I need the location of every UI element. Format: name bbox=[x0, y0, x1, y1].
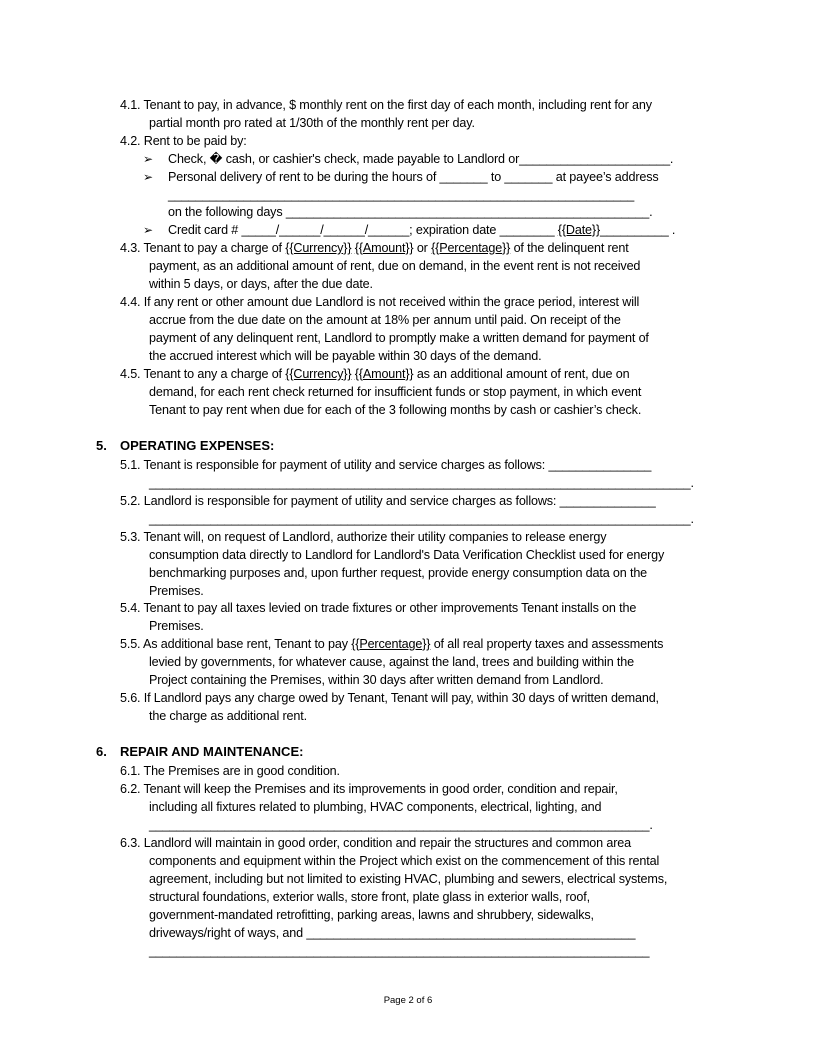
clause-5-1-line1: 5.1. Tenant is responsible for payment of utility and service charges as follows: _______________ bbox=[120, 458, 652, 472]
clause-5-3-line1: 5.3. Tenant will, on request of Landlord, authorize their utility companies to release energy bbox=[120, 530, 607, 544]
clause-5-1-line2: _______________________________________________________________________________. bbox=[149, 476, 694, 490]
clause-4-3-line2: payment, as an additional amount of rent, due on demand, in the event rent is not received bbox=[149, 259, 641, 273]
page-footer: Page 2 of 6 bbox=[383, 995, 433, 1006]
bullet-arrow-icon: ➢ bbox=[143, 170, 154, 184]
section-6-number: 6. bbox=[96, 744, 107, 759]
date-placeholder: {{Date}} bbox=[557, 223, 601, 237]
clause-6-3-line1: 6.3. Landlord will maintain in good order, condition and repair the structures and common area bbox=[120, 836, 631, 850]
clause-6-3-line6: driveways/right of ways, and ________________________________________________ bbox=[149, 926, 636, 940]
clause-6-3-line4: structural foundations, exterior walls, store front, plate glass in exterior walls, roof, bbox=[149, 890, 590, 904]
clause-text: 4.5. Tenant to any a charge of bbox=[120, 367, 286, 381]
clause-4-2-line1: 4.2. Rent to be paid by: bbox=[120, 134, 247, 148]
clause-4-3-line1 bbox=[120, 239, 629, 257]
clause-4-4-line2: accrue from the due date on the amount at 18% per annum until paid. On receipt of the bbox=[149, 313, 621, 327]
clause-5-5-line2: levied by governments, for whatever cause, against the land, trees and building within the bbox=[149, 655, 634, 669]
bullet-arrow-icon: ➢ bbox=[143, 152, 154, 166]
clause-6-3-line7: _________________________________________________________________________ bbox=[149, 944, 650, 958]
clause-5-5-line3: Project containing the Premises, within 30 days after written demand from Landlord. bbox=[149, 673, 604, 687]
clause-6-2-line3: _________________________________________________________________________. bbox=[149, 818, 653, 832]
clause-text: of all real property taxes and assessments bbox=[430, 637, 664, 651]
percentage-placeholder: {{Percentage}} bbox=[351, 637, 431, 651]
clause-6-1-line1: 6.1. The Premises are in good condition. bbox=[120, 764, 340, 778]
clause-5-5-line1 bbox=[120, 635, 663, 653]
clause-5-3-line2: consumption data directly to Landlord for Landlord's Data Verification Checklist used for energy bbox=[149, 548, 665, 562]
amount-placeholder: {{Amount}} bbox=[354, 367, 414, 381]
clause-4-3-line3: within 5 days, or days, after the due date. bbox=[149, 277, 373, 291]
clause-4-1-line1: 4.1. Tenant to pay, in advance, $ monthly rent on the first day of each month, including rent for any bbox=[120, 98, 652, 112]
section-5-number: 5. bbox=[96, 438, 107, 453]
clause-6-3-line5: government-mandated retrofitting, parking areas, lawns and shrubbery, sidewalks, bbox=[149, 908, 594, 922]
clause-5-4-line2: Premises. bbox=[149, 619, 204, 633]
clause-4-5-line1 bbox=[120, 365, 629, 383]
clause-text: or bbox=[413, 241, 432, 255]
clause-5-4-line1: 5.4. Tenant to pay all taxes levied on trade fixtures or other improvements Tenant installs on the bbox=[120, 601, 637, 615]
payment-option-check: Check, � cash, or cashier's check, made payable to Landlord or______________________. bbox=[168, 152, 674, 166]
credit-card-text: Credit card # _____/______/______/______; expiration date ________ bbox=[168, 223, 558, 237]
currency-placeholder: {{Currency}} bbox=[285, 241, 352, 255]
payment-option-personal-delivery: Personal delivery of rent to be during the hours of _______ to _______ at payee’s address bbox=[168, 170, 659, 184]
clause-4-5-line3: Tenant to pay rent when due for each of the 3 following months by cash or cashier’s check. bbox=[149, 403, 642, 417]
clause-4-1-line2: partial month pro rated at 1/30th of the monthly rent per day. bbox=[149, 116, 475, 130]
address-blank: ____________________________________________________________________ bbox=[168, 188, 635, 202]
credit-card-tail: __________ . bbox=[600, 223, 676, 237]
clause-5-2-line1: 5.2. Landlord is responsible for payment of utility and service charges as follows: ______________ bbox=[120, 494, 656, 508]
clause-6-3-line3: agreement, including but not limited to existing HVAC, plumbing and sewers, electrical systems, bbox=[149, 872, 668, 886]
clause-4-4-line1: 4.4. If any rent or other amount due Landlord is not received within the grace period, interest will bbox=[120, 295, 640, 309]
payment-option-credit-card bbox=[168, 221, 675, 239]
amount-placeholder: {{Amount}} bbox=[354, 241, 414, 255]
clause-text: 5.5. As additional base rent, Tenant to pay bbox=[120, 637, 352, 651]
percentage-placeholder: {{Percentage}} bbox=[431, 241, 511, 255]
clause-5-3-line4: Premises. bbox=[149, 584, 204, 598]
clause-6-3-line2: components and equipment within the Project which exist on the commencement of this rental bbox=[149, 854, 660, 868]
following-days: on the following days _____________________________________________________. bbox=[168, 205, 653, 219]
bullet-arrow-icon: ➢ bbox=[143, 223, 154, 237]
clause-6-2-line1: 6.2. Tenant will keep the Premises and its improvements in good order, condition and repair, bbox=[120, 782, 618, 796]
clause-text: 4.3. Tenant to pay a charge of bbox=[120, 241, 286, 255]
clause-4-4-line3: payment of any delinquent rent, Landlord to promptly make a written demand for payment of bbox=[149, 331, 649, 345]
clause-4-5-line2: demand, for each rent check returned for insufficient funds or stop payment, in which event bbox=[149, 385, 642, 399]
clause-5-3-line3: benchmarking purposes and, upon further request, provide energy consumption data on the bbox=[149, 566, 648, 580]
clause-5-6-line1: 5.6. If Landlord pays any charge owed by Tenant, Tenant will pay, within 30 days of written demand, bbox=[120, 691, 659, 705]
clause-4-4-line4: the accrued interest which will be payable within 30 days of the demand. bbox=[149, 349, 542, 363]
clause-text: of the delinquent rent bbox=[510, 241, 629, 255]
clause-text: as an additional amount of rent, due on bbox=[413, 367, 630, 381]
section-5-title: OPERATING EXPENSES: bbox=[120, 438, 275, 453]
section-6-title: REPAIR AND MAINTENANCE: bbox=[120, 744, 304, 759]
clause-6-2-line2: including all fixtures related to plumbing, HVAC components, electrical, lighting, and bbox=[149, 800, 602, 814]
clause-5-2-line2: _______________________________________________________________________________. bbox=[149, 512, 694, 526]
clause-5-6-line2: the charge as additional rent. bbox=[149, 709, 307, 723]
currency-placeholder: {{Currency}} bbox=[285, 367, 352, 381]
